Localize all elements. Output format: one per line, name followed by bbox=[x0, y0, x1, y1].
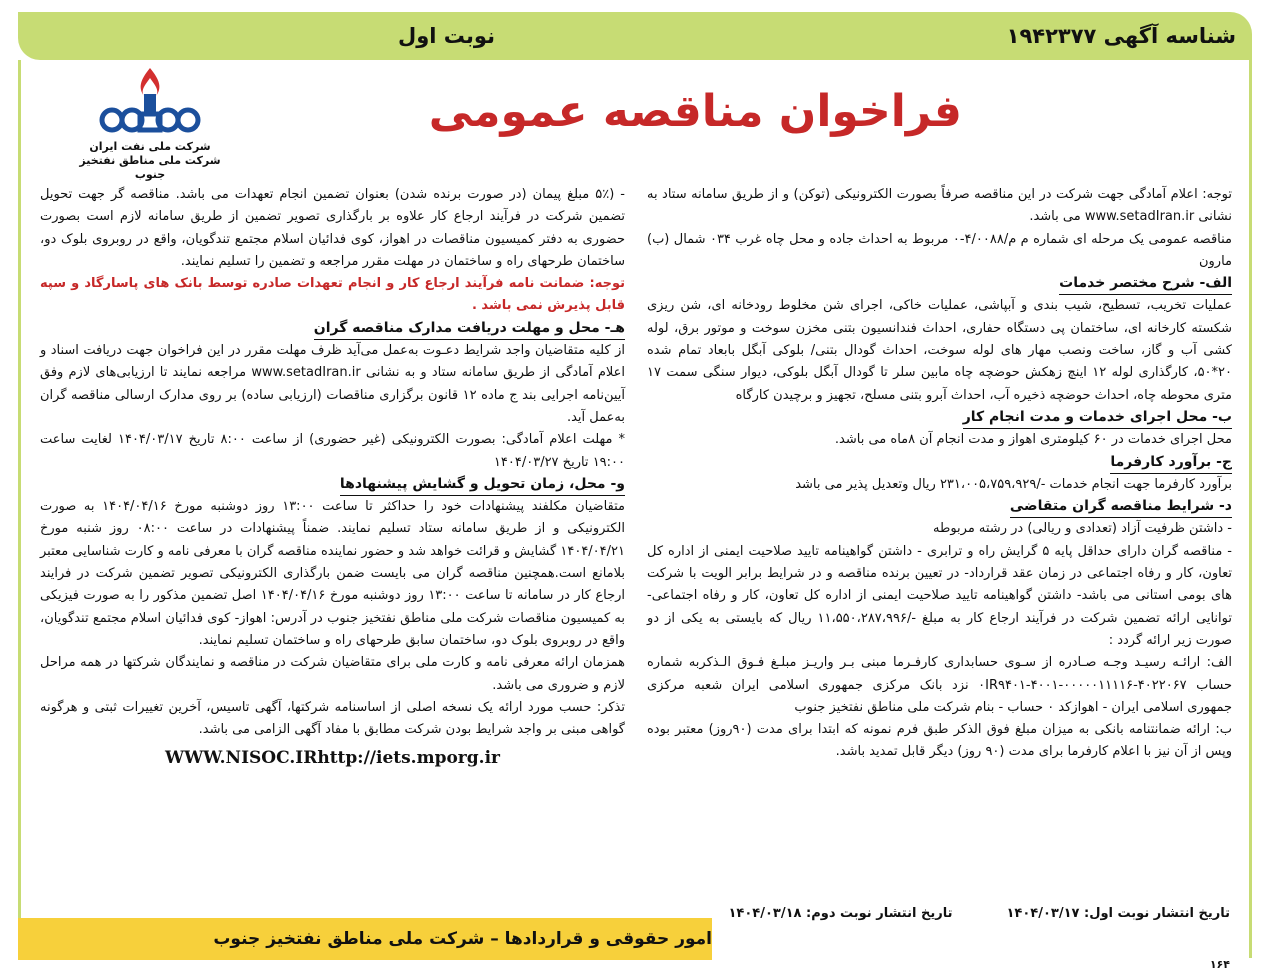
guarantee-option-a: الف: ارائـه رسیـد وجـه صـادره از سـوی حسابداری کارفـرما مبنی بـر واریـز مبلـغ فـوق الـذکربه شماره حساب ۴۰۲۲۰۶۷-۰۰۰۰۰۱۱۱۱۶-۴۰۰۱-۰IR۹۴۰۱ نزد بانک مرکزی جمهوری اسلامی ایران شعبه مرکزی جمهوری اسلامی ایران - اهوازکد ۰ حساب - بنام شرکت ملی مناطق نفتخیز جنوب bbox=[647, 655, 1232, 715]
tender-number: مناقصه عمومی یک مرحله ای شماره م م/۴/۰۰۸۸-۰ مربوط به احداث جاده و محل چاه غرب ۰۳۴ شمال (ب) مارون bbox=[647, 231, 1232, 269]
documents-invitation: از کلیه متقاضیان واجد شرایط دعـوت به‌عمل می‌آید ظرف مهلت مقرر در این فراخوان جهت دریافت اسناد و اعلام آمادگی از طریق سامانه ستاد و به نشانی www.setadIran.ir مراجعه نمایند تا ارزیابی‌های لازم وفق آیین‌نامه اجرایی بند ج ماده ۱۲ قانون برگزاری مناقصات (ارزیابی ساده) بر روی مدارک ارسالی مناقصه گران به‌عمل آید. bbox=[40, 343, 626, 425]
footer-banner bbox=[18, 918, 712, 960]
contractor-conditions: - مناقصه گران دارای حداقل پایه ۵ گرایش راه و ترابری - داشتن گواهینامه تایید صلاحیت ایمنی از اداره کل تعاون، کار و رفاه اجتماعی در زمان عقد قرارداد- در تعیین برنده مناقصه و در شرایط برابر الویت با شرکت های بومی استانی می باشد- داشتن گواهینامه تایید صلاحیت ایمنی از اداره کل تعاون، کار و رفاه اجتماعی- توانایی ارائه تضمین شرکت در فرآیند ارجاع کار به مبلغ -/۱۱،۵۵۰،۲۸۷،۹۹۶ ریال که بایستی به یکی از دو صورت زیر ارائه گردد : bbox=[647, 543, 1232, 648]
right-column bbox=[647, 184, 1232, 904]
publication-round: نوبت اول bbox=[398, 24, 495, 48]
logo-caption-nioc: شرکت ملی نفت ایران bbox=[89, 140, 211, 153]
performance-guarantee: - (۵٪ مبلغ پیمان (در صورت برنده شدن) بعنوان تضمین انجام تعهدات می باشد. مناقصه گر جهت تحویل تضمین شرکت در فرآیند ارجاع کار علاوه بر بارگذاری تصویر تضمین از طریق سامانه لازم است بصورت حضوری به دفتر کمیسیون مناقصات در اهواز، کوی فدائیان اسلام مجتمع تندگویان، واقع در روبروی بلوک دو، ساختمان طرحهای راه و ساختمان در مهلت مقرر مراجعه و تضمین را تسلیم نمایند. bbox=[40, 187, 625, 269]
header-row bbox=[30, 64, 1232, 181]
first-publication-date: تاریخ انتشار نوبت اول: ۱۴۰۴/۰۳/۱۷ bbox=[1006, 906, 1230, 921]
guarantee-option-b: ب: ارائه ضمانتنامه بانکی به میزان مبلغ فوق الذکر طبق فرم نمونه که ابتدا برای مدت (۹۰روز) معتبر بوده وپس از آن نیز با اعلام کارفرما برای مدت (۹۰ روز) دیگر قابل تمدید باشد. bbox=[647, 722, 1232, 760]
website-links[interactable]: WWW.NISOC.IRhttp://iets.mporg.ir bbox=[164, 748, 500, 769]
section-vav-heading: و- محل، زمان تحویل و گشایش پیشنهادها bbox=[340, 474, 625, 496]
section-he-heading: هـ- محل و مهلت دریافت مدارک مناقصه گران bbox=[314, 318, 625, 340]
section-be-heading: ب- محل اجرای خدمات و مدت انجام کار bbox=[963, 407, 1232, 429]
publication-dates bbox=[729, 906, 1231, 921]
logo-caption-nisoc: شرکت ملی مناطق نفتخیز جنوب bbox=[79, 154, 221, 181]
page-number: ۱۶۴ bbox=[1209, 958, 1230, 971]
id-requirement: همزمان ارائه معرفی نامه و کارت ملی برای متقاضیان شرکت در مناقصه و نمایندگان شرکتها در همه مراحل لازم و ضروری می باشد. bbox=[40, 655, 625, 693]
section-dal-heading: د- شرایط مناقصه گران متقاضی bbox=[1010, 496, 1232, 518]
second-publication-date: تاریخ انتشار نوبت دوم: ۱۴۰۴/۰۳/۱۸ bbox=[728, 906, 953, 921]
services-description: عملیات تخریب، تسطیح، شیب بندی و آبپاشی، عملیات خاکی، اجرای شن مخلوط رودخانه ای، شن ریزی شکسته کارخانه ای، ساختمان پی دستگاه حفاری، احداث فندانسیون بتنی مخزن سوخت و موتور برق، لوله کشی آب و گاز، ساخت ونصب مهار های لوله سوخت، احداث گودال بتنی/ بلوکی آبگل بابعاد تمام شده ۲۰*۵۰، کارگذاری لوله ۱۲ اینچ زهکش حوضچه چاه مابین سلر تا گودال آبگل بلوکی، دیوار سنگی سمت ۱۷ متری محوطه چاه، احداث حوضچه ذخیره آب، احداث آبرو بتنی مسلح، تجهیز و برچیدن کارگاه bbox=[647, 298, 1232, 403]
capacity-condition: - داشتن ظرفیت آزاد (تعدادی و ریالی) در رشته مربوطه bbox=[933, 521, 1232, 537]
nioc-flame-icon bbox=[90, 64, 210, 140]
footer-department: امور حقوقی و قراردادها – شرکت ملی مناطق نفتخیز جنوب bbox=[213, 929, 712, 949]
section-alef-heading: الف- شرح مختصر خدمات bbox=[1059, 273, 1232, 295]
submission-opening: متقاضیان مکلفند پیشنهادات خود را حداکثر تا ساعت ۱۳:۰۰ روز دوشنبه مورخ ۱۴۰۴/۰۴/۱۶ به صورت الکترونیکی و از طریق سامانه ستاد تسلیم نمایند. ضمناً پیشنهادات در ساعت ۰۸:۰۰ روز شنبه مورخ ۱۴۰۴/۰۴/۲۱ گشایش و قرائت خواهد شد و حضور نماینده مناقصه گران با معرفی نامه و کارت شناسایی معتبر بلامانع است.همچنین مناقصه گران می بایست ضمن بارگذاری الکترونیکی تصویر تضمین شرکت در فرایند ارجاع کار در سامانه تا ساعت ۱۳:۰۰ روز دوشنبه مورخ ۱۴۰۴/۰۴/۱۶ اصل تضمین مذکور را به صورت فیزیکی به کمیسیون مناقصات شرکت ملی مناطق نفتخیز جنوب در آدرس: اهواز- کوی فدائیان اسلام مجتمع تندگویان، واقع در روبروی بلوک دو، ساختمان سابق طرحهای راه و ساختمان تسلیم نمایند. bbox=[40, 499, 626, 648]
body-columns bbox=[40, 184, 1232, 904]
service-location: محل اجرای خدمات در ۶۰ کیلومتری اهواز و مدت انجام آن ۸ماه می باشد. bbox=[834, 432, 1232, 448]
top-banner bbox=[18, 12, 1252, 60]
readiness-deadline: * مهلت اعلام آمادگی: بصورت الکترونیکی (غیر حضوری) از ساعت ۸:۰۰ تاریخ ۱۴۰۴/۰۳/۱۷ لغایت ساعت ۱۹:۰۰ تاریخ ۱۴۰۴/۰۳/۲۷ bbox=[40, 432, 625, 470]
company-logo bbox=[70, 64, 230, 182]
reminder-note: تذکر: حسب مورد ارائه یک نسخه اصلی از اساسنامه شرکتها، آگهی تاسیس، آخرین تغییرات ثبتی و هرگونه گواهی مبنی بر واجد شرایط بودن شرکت مطابق با مفاد آگهی الزامی می باشد. bbox=[40, 699, 625, 738]
electronic-notice: توجه: اعلام آمادگی جهت شرکت در این مناقصه صرفاً بصورت الکترونیکی (توکن) و از طریق سامانه ستاد به نشانی www.setadIran.ir می باشد. bbox=[647, 187, 1232, 225]
bank-warning: توجه: ضمانت نامه فرآیند ارجاع کار و انجام تعهدات صادره توسط بانک های پاسارگاد و سپه قابل پذیرش نمی باشد . bbox=[40, 276, 625, 314]
notice-id: شناسه آگهی ۱۹۴۲۳۷۷ bbox=[1006, 24, 1236, 48]
employer-estimate: برآورد کارفرما جهت انجام خدمات -/۲۳۱،۰۰۵،۷۵۹،۹۲۹ ریال وتعدیل پذیر می باشد bbox=[795, 476, 1232, 492]
section-jim-heading: ج- برآورد کارفرما bbox=[1110, 452, 1232, 474]
page-title: فراخوان مناقصه عمومی bbox=[428, 86, 962, 137]
left-column bbox=[40, 184, 625, 904]
